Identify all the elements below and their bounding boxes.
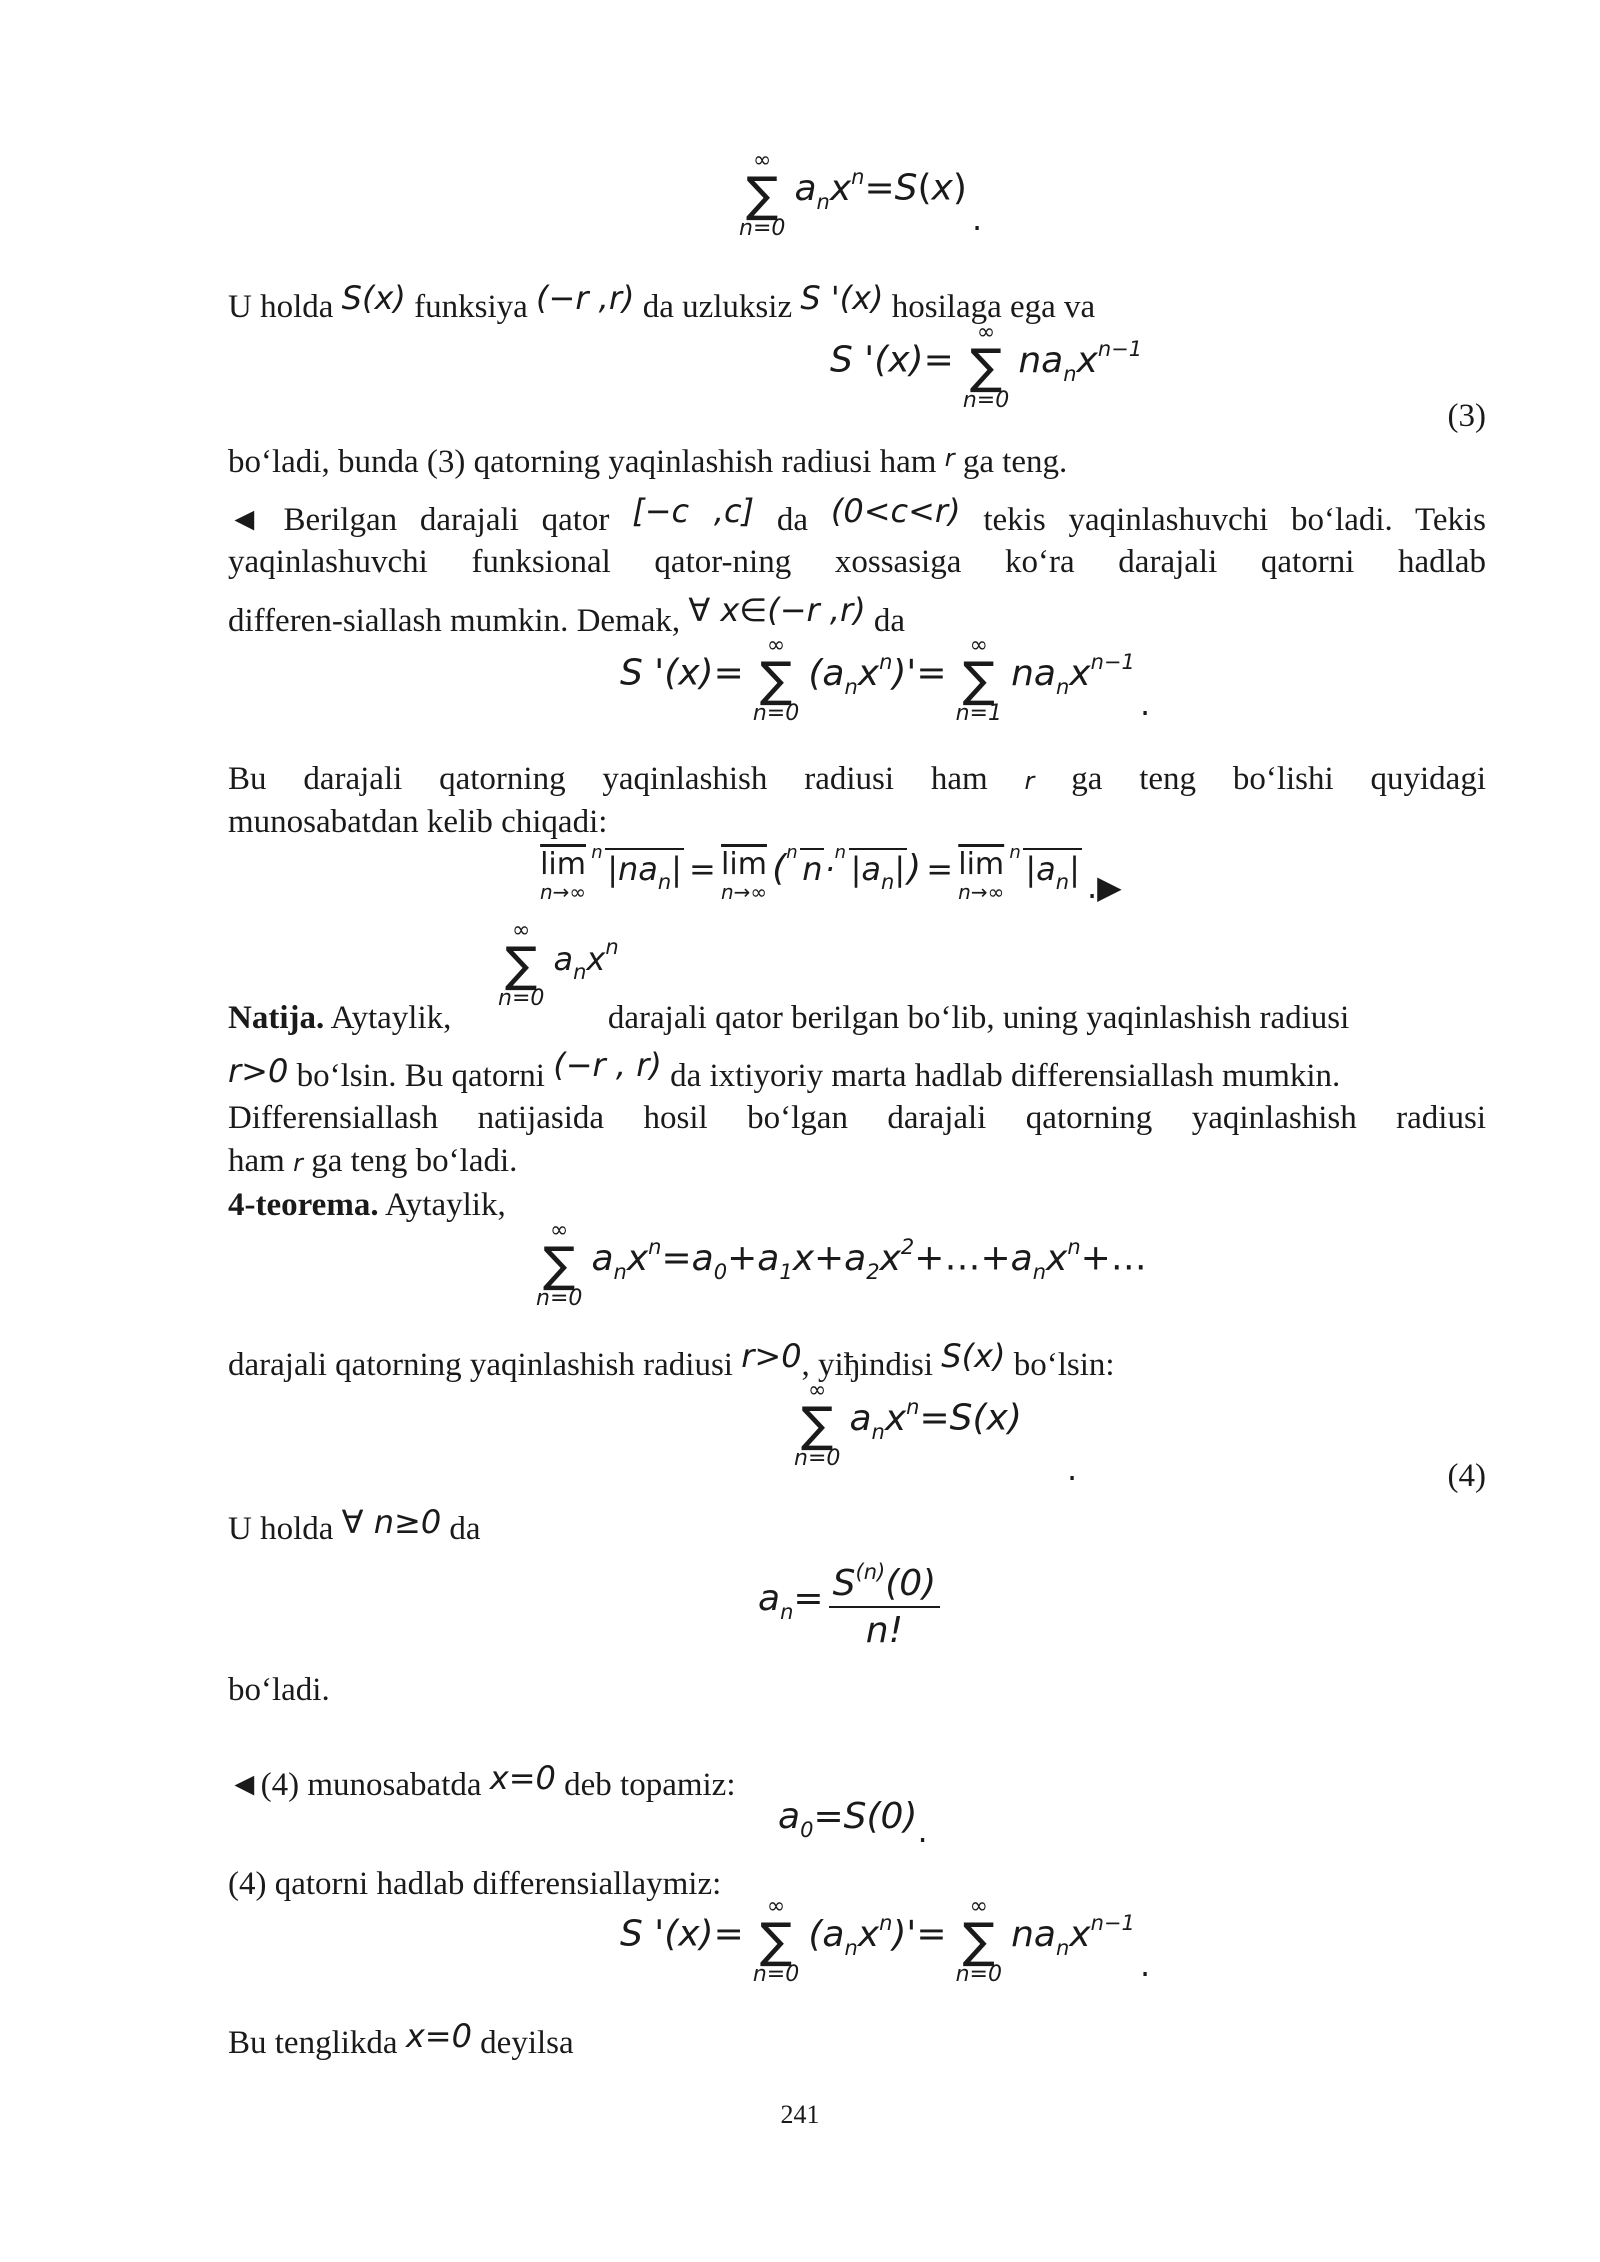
inline-power-series: ∞ ∑ n=0 $a_nx^n$: [498, 918, 619, 1011]
proof-line-2: (4) qatorni hadlab differensiallaymiz:: [228, 1866, 722, 1902]
text-line-5: differen-siallash mumkin. Demak, ∀ x∈(−r ,r) da: [228, 591, 906, 639]
text-line-7: munosabatdan kelib chiqadi:: [228, 804, 608, 840]
text-line-4: yaqinlashuvchi funksional qator-ning xossasiga ko‘ra darajali qatorni hadlab: [228, 544, 1486, 580]
text-line-3: ◄ Berilgan darajali qator [−c ,c] da (0<c<r) tekis yaqinlashuvchi bo‘ladi. Tekis: [228, 492, 1486, 538]
text-line-2: bo‘ladi, bunda (3) qatorning yaqinlashish radiusi ham r ga teng.: [228, 444, 1068, 480]
equation-number-3: (3): [1447, 398, 1486, 434]
natija-line-1: Natija. Aytaylik, darajali qator berilgan bo‘lib, uning yaqinlashish radiusi: [228, 1000, 1350, 1036]
equation-a0: $a_0=S(0)$.: [778, 1796, 928, 1850]
equation-derivative-series: S '(x)= ∞ ∑ n=0 $na_nx^{n-1}$: [830, 320, 1143, 413]
equation-4: ∞ ∑ n=0 $a_nx^n=S(x)$ .: [794, 1378, 1078, 1488]
equation-coefficient-formula: $a_n=$ $\frac{S^{(n)}(0)}{n!}$: [758, 1560, 940, 1651]
theorem-4-heading: 4-teorema. Aytaylik,: [228, 1187, 506, 1223]
proof-line-3: Bu tenglikda x=0 deyilsa: [228, 2017, 574, 2061]
natija-line-2: r>0 bo‘lsin. Bu qatorni (−r , r) da ixtiyoriy marta hadlab differensiallash mumkin.: [228, 1046, 1341, 1094]
equation-termwise-derivative: S '(x)= ∞ ∑ n=0 $(a_nx^n)'=$ ∞ ∑ n=1 $na_nx^{n-1}$ .: [620, 633, 1151, 726]
equation-expanded-series: ∞ ∑ n=0 $a_nx^n=a_0+a_1x+a_2x^2+\dots+a_nx^n+\dots$: [536, 1218, 1147, 1311]
theorem-line-4: bo‘ladi.: [228, 1672, 330, 1708]
page-number: 241: [780, 2100, 820, 2129]
text-line-6: Bu darajali qatorning yaqinlashish radiusi ham r ga teng bo‘lishi quyidagi: [228, 761, 1486, 797]
theorem-line-2: darajali qatorning yaqinlashish radiusi r>0, yiђindisi S(x) bo‘lsin:: [228, 1337, 1115, 1383]
natija-line-3: Differensiallash natijasida hosil bo‘lgan darajali qatorning yaqinlashish radiusi: [228, 1100, 1486, 1136]
equation-termwise-derivative-2: S '(x)= ∞ ∑ n=0 $(a_nx^n)'=$ ∞ ∑ n=0 $na_nx^{n-1}$ .: [620, 1894, 1151, 1987]
sigma-symbol: ∞ ∑ n=0: [739, 148, 786, 241]
equation-number-4: (4): [1447, 1458, 1486, 1494]
equation-sum-equals-S: ∞ ∑ n=0 $a_nx^n=S(x)$ .: [739, 148, 983, 241]
natija-line-4: ham r ga teng bo‘ladi.: [228, 1143, 518, 1179]
text-line-1: U holda S(x) funksiya (−r ,r) da uzluksiz S '(x) hosilaga ega va: [228, 279, 1096, 325]
proof-line-1: ◄(4) munosabatda x=0 deb topamiz:: [228, 1759, 736, 1803]
theorem-line-3: U holda ∀ n≥0 da: [228, 1503, 481, 1547]
equation-limsup-chain: $\overline{lim}$ n→∞ n $|na_n|$ = $\overline{lim}$ n→∞ ( n n· n $|a_n|$) = $\overline{lim}$ n→∞ n $|a_n|$ .▶: [540, 842, 1122, 906]
